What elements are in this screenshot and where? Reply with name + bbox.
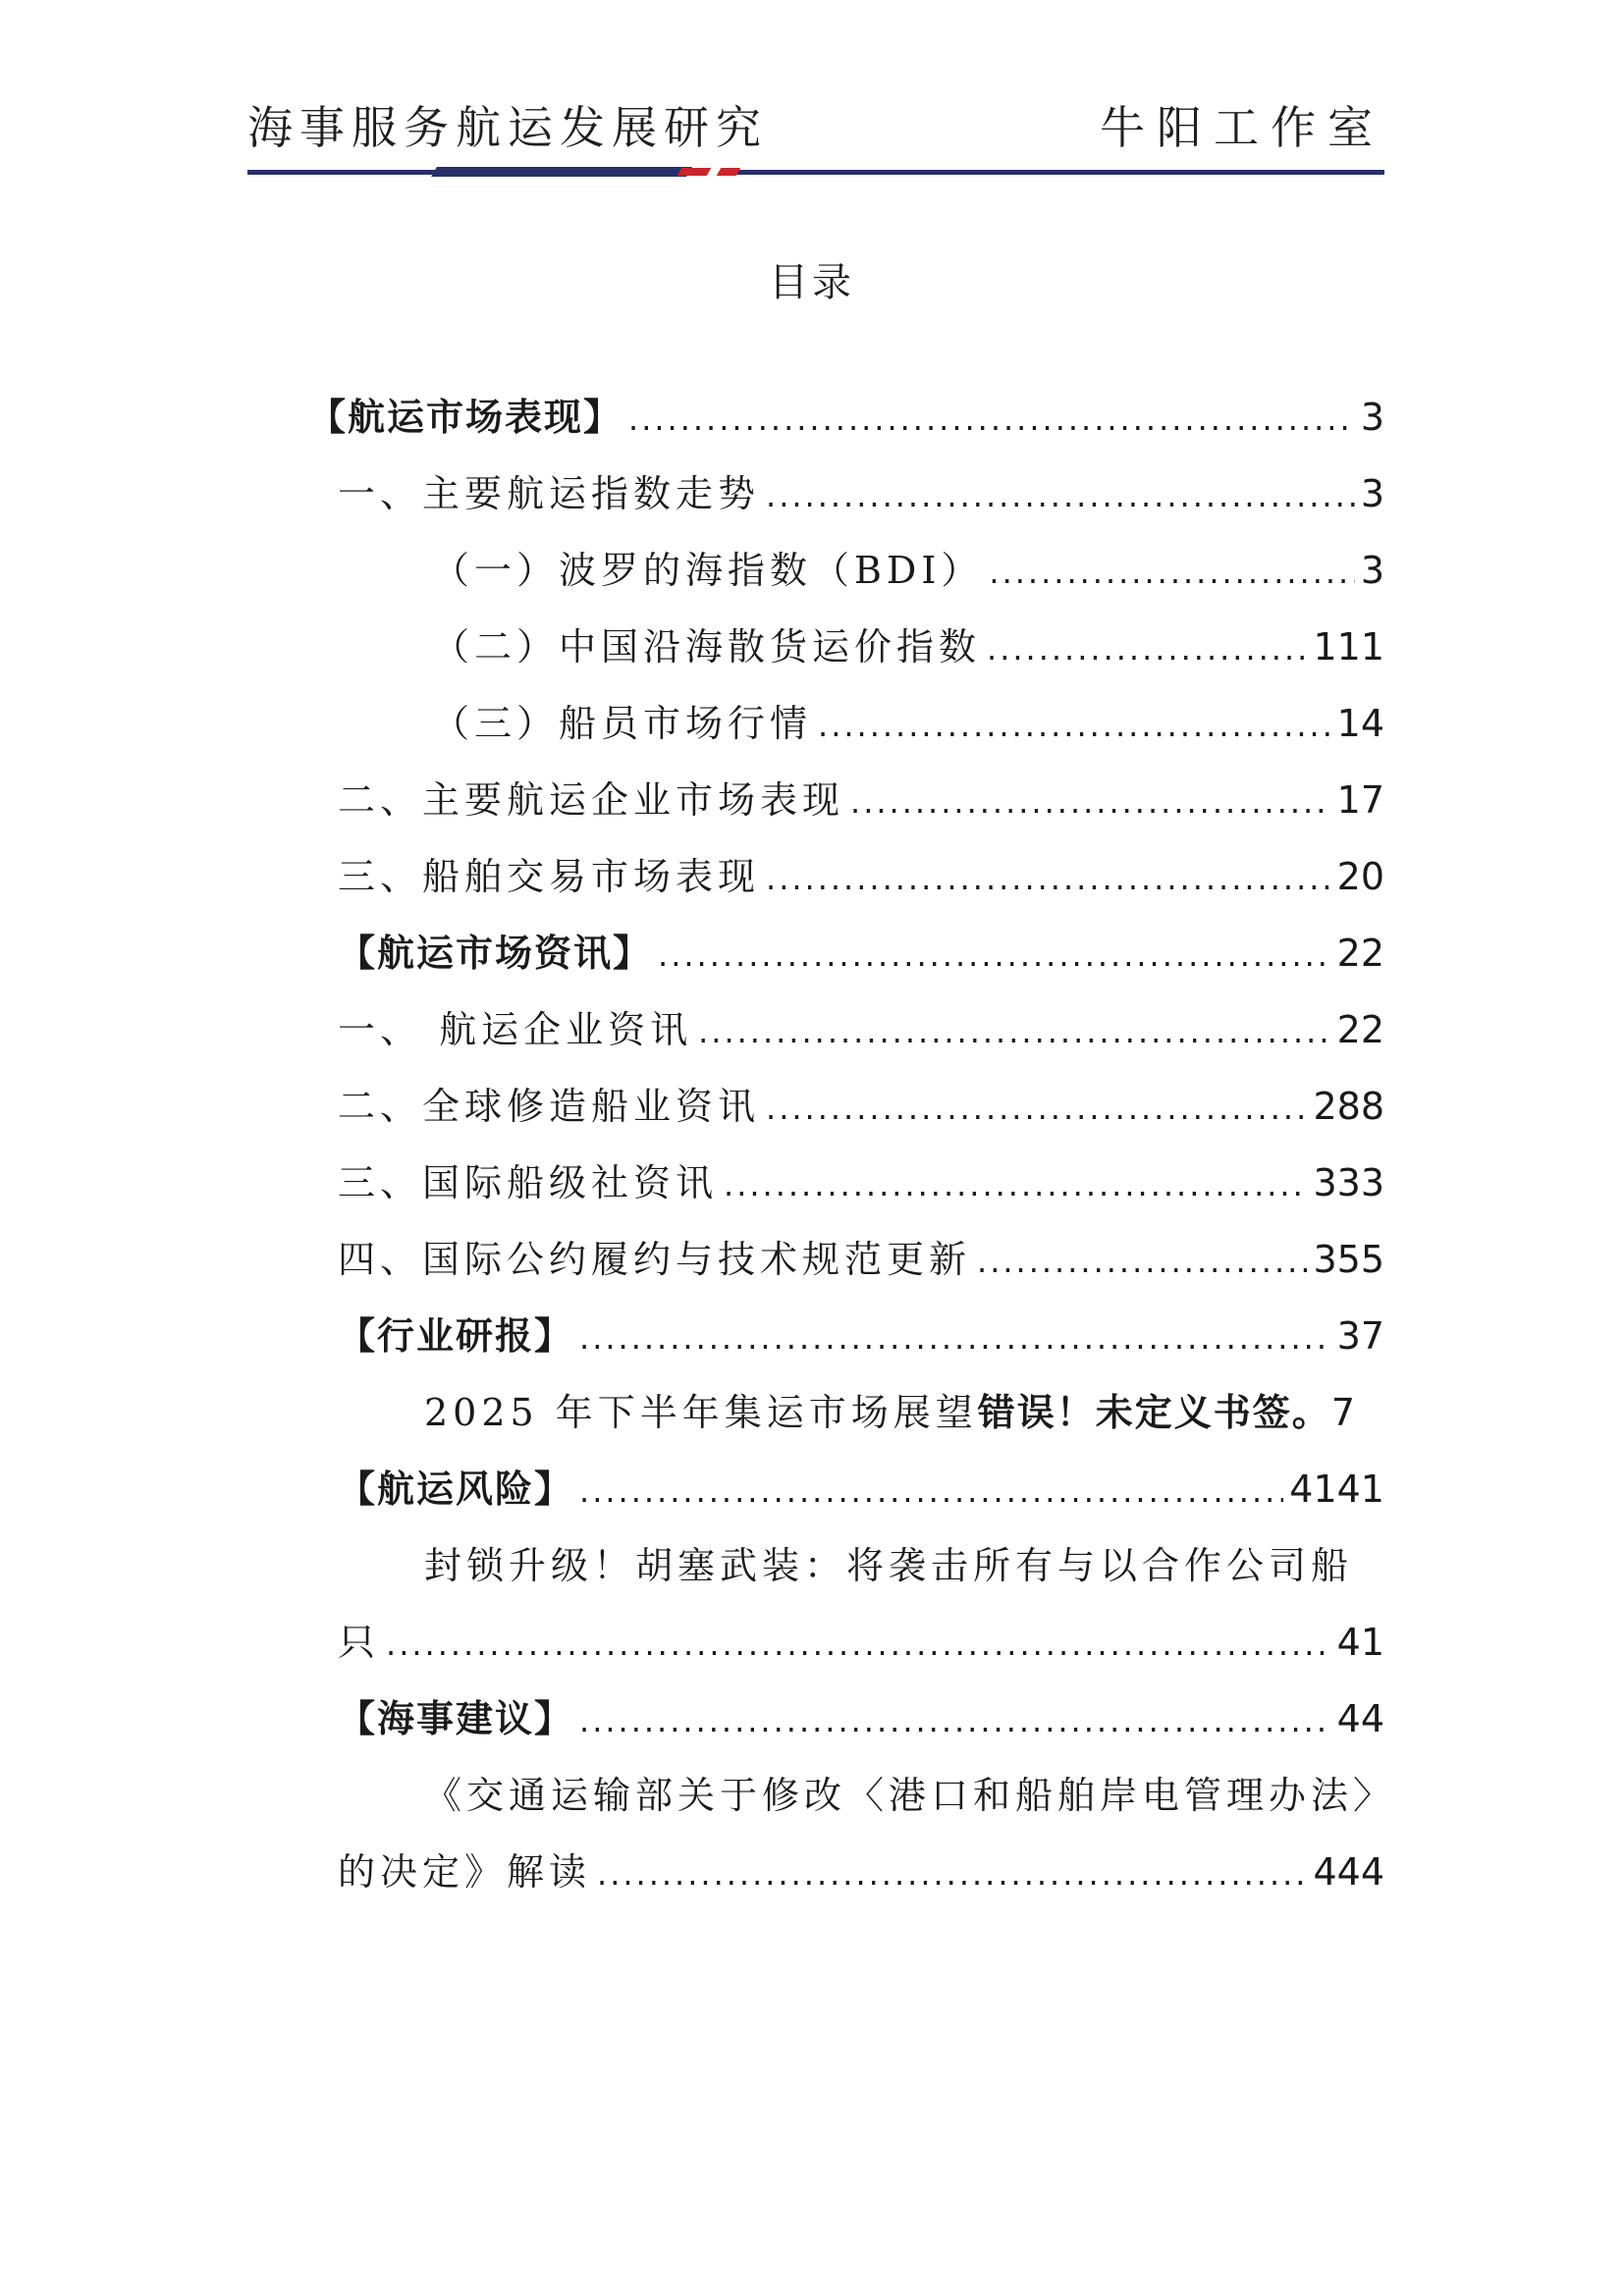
toc-entry[interactable] — [338, 461, 1384, 526]
toc-entry-text: 二、全球修造船业资讯 — [338, 1085, 761, 1128]
toc-entry[interactable] — [338, 1304, 1384, 1368]
toc-entry-text: 二、主要航运企业市场表现 — [338, 778, 845, 822]
toc-leader — [597, 1842, 1307, 1906]
toc-entry[interactable] — [308, 385, 1384, 450]
toc-entry-text: 四、国际公约履约与技术规范更新 — [338, 1238, 972, 1281]
toc-entry-text: 的决定》解读 — [338, 1850, 592, 1894]
toc-leader — [658, 923, 1331, 988]
header-rule — [247, 167, 1384, 177]
toc-leader — [579, 1306, 1331, 1370]
toc-entry-text: 【航运市场表现】 — [308, 396, 623, 439]
toc-leader — [766, 1076, 1307, 1141]
toc-leader — [850, 770, 1331, 834]
toc-entry-text: （二）中国沿海散货运价指数 — [432, 625, 982, 668]
toc-entry-text: 一、主要航运指数走势 — [338, 472, 761, 515]
toc-leader — [386, 1612, 1331, 1677]
toc-entry-error: 错误！未定义书签。 — [977, 1391, 1331, 1434]
toc-entry-page: 3 — [1360, 549, 1384, 592]
toc-leader — [766, 463, 1355, 528]
toc-entry[interactable] — [338, 997, 1384, 1062]
toc-entry-page: 4141 — [1289, 1468, 1384, 1511]
toc-entry-page: 37 — [1336, 1314, 1384, 1358]
toc-entry[interactable] — [338, 1686, 1384, 1751]
toc-entry-page: 44 — [1336, 1697, 1384, 1740]
header-rule-line — [247, 170, 1384, 175]
toc-entry-wrapped-line[interactable] — [424, 1533, 1384, 1598]
toc-leader — [989, 540, 1354, 605]
page-header — [247, 98, 1384, 175]
toc-leader — [579, 1459, 1283, 1523]
toc-entry-page: 14 — [1336, 702, 1384, 745]
toc-entry-page: 444 — [1313, 1850, 1384, 1894]
toc-leader — [698, 999, 1331, 1064]
toc-leader — [579, 1688, 1331, 1753]
toc-title: 目录 — [769, 260, 855, 305]
toc-entry-text: （三）船员市场行情 — [432, 702, 813, 745]
toc-entry-text: 2025 年下半年集运市场展望 — [424, 1391, 978, 1434]
toc-entry[interactable] — [424, 1380, 1384, 1445]
header-rule-accent — [431, 167, 692, 177]
toc-entry-page: 3 — [1360, 396, 1384, 439]
toc-entry-page: 41 — [1336, 1621, 1384, 1664]
toc-entry[interactable] — [338, 921, 1384, 986]
toc-leader — [766, 846, 1331, 911]
toc-entry[interactable] — [432, 614, 1384, 679]
toc-entry-text: 三、国际船级社资讯 — [338, 1161, 719, 1204]
toc-entry-text: 【海事建议】 — [338, 1697, 574, 1740]
toc-leader — [818, 693, 1331, 758]
toc-entry-page: 111 — [1313, 625, 1384, 668]
toc-entry[interactable] — [338, 1457, 1384, 1522]
toc-leader — [987, 616, 1307, 681]
toc-entry[interactable] — [338, 768, 1384, 832]
toc-entry-wrapped-line[interactable] — [424, 1763, 1396, 1828]
toc-entry-page: 17 — [1336, 778, 1384, 822]
toc-entry[interactable] — [432, 538, 1384, 603]
toc-entry-page: 20 — [1336, 855, 1384, 898]
toc-entry[interactable] — [338, 1074, 1384, 1139]
toc-entry-page: 355 — [1313, 1238, 1384, 1281]
toc-entry-page: 3 — [1360, 472, 1384, 515]
toc-leader — [724, 1152, 1307, 1217]
toc-entry-text: 【行业研报】 — [338, 1314, 574, 1358]
toc-entry-text: （一）波罗的海指数（BDI） — [432, 549, 984, 592]
toc-entry[interactable] — [338, 1610, 1384, 1675]
toc-entry-text: 【航运风险】 — [338, 1468, 574, 1511]
toc-entry-page: 333 — [1313, 1161, 1384, 1204]
toc-entry-text: 三、船舶交易市场表现 — [338, 855, 761, 898]
toc-leader — [628, 387, 1355, 452]
toc-leader — [977, 1229, 1307, 1294]
toc-entry[interactable] — [338, 1150, 1384, 1215]
header-left-title: 海事服务航运发展研究 — [247, 101, 768, 154]
toc-entry-page: 7 — [1330, 1391, 1355, 1434]
toc-entry[interactable] — [338, 1840, 1384, 1904]
toc-entry-page: 22 — [1336, 1008, 1384, 1051]
toc-entry-text: 一、 航运企业资讯 — [338, 1008, 693, 1051]
toc-entry-text: 只 — [338, 1621, 381, 1664]
toc-entry-page: 22 — [1336, 932, 1384, 975]
toc-entry-text: 封锁升级！胡塞武装：将袭击所有与以合作公司船 — [424, 1544, 1354, 1587]
toc-entry[interactable] — [432, 691, 1384, 756]
toc-entry-text: 【航运市场资讯】 — [338, 932, 653, 975]
toc-entry[interactable] — [338, 844, 1384, 909]
header-right-title: 牛阳工作室 — [1100, 101, 1384, 154]
toc-entry-page: 288 — [1313, 1085, 1384, 1128]
toc-entry[interactable] — [338, 1227, 1384, 1292]
toc-entry-text: 《交通运输部关于修改〈港口和船舶岸电管理办法〉 — [424, 1774, 1396, 1817]
